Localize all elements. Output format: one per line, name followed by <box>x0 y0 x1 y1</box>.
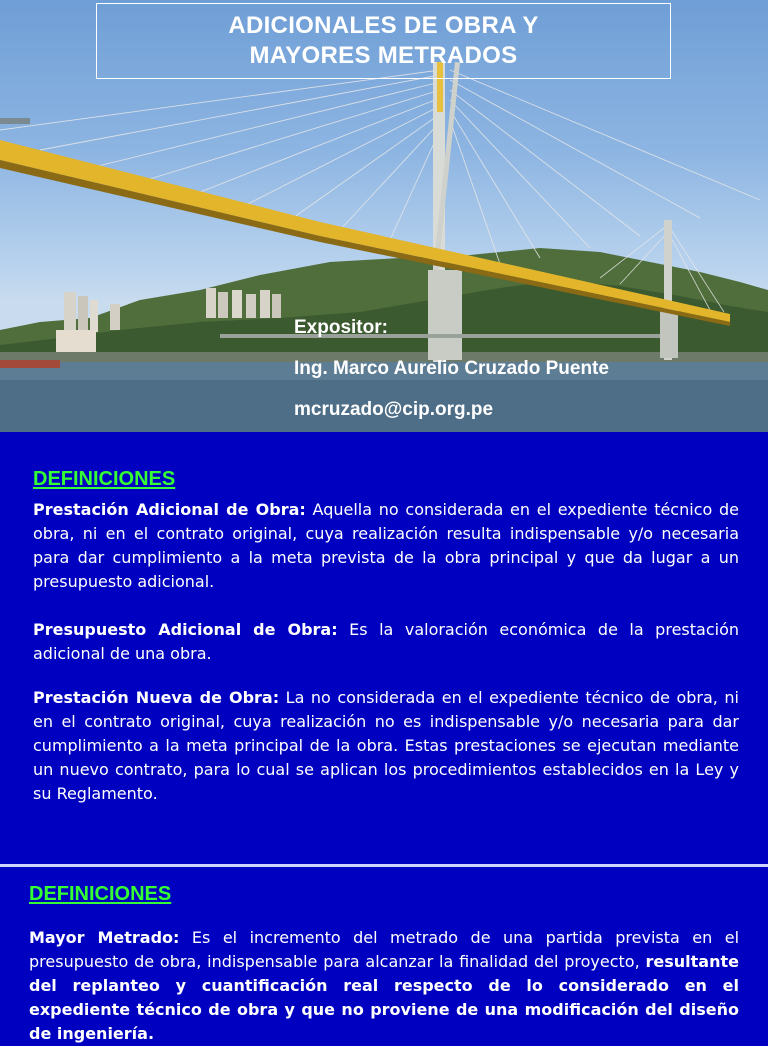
definition-paragraph <box>33 618 739 666</box>
presenter-email: mcruzado@cip.org.pe <box>294 399 494 420</box>
definition-term: Presupuesto Adicional de Obra: <box>33 620 338 639</box>
definition-term: Prestación Adicional de Obra: <box>33 500 306 519</box>
section-heading: DEFINICIONES <box>29 883 172 905</box>
definition-paragraph <box>33 498 739 594</box>
definition-text: La no considerada en el expediente técnico de obra, ni en el contrato original, cuya realización no es indispensable y/o necesaria para dar cumplimiento a la meta principal de la obra. Estas prestaciones se ejecutan mediante un nuevo contrato, para lo cual se aplican los procedimientos establecidos en la Ley y su Reglamento. <box>33 688 740 803</box>
definition-strong-text: resultante del replanteo y cuantificación real respecto de lo considerado en el expediente técnico de obra y que no proviene de una modificación del diseño de ingeniería. <box>29 952 739 1043</box>
cover-slide <box>0 0 768 432</box>
definition-paragraph <box>29 926 739 1046</box>
definition-term: Mayor Metrado: <box>29 928 180 947</box>
title-box <box>96 3 671 79</box>
presenter-block <box>294 317 609 440</box>
section-heading: DEFINICIONES <box>33 468 176 490</box>
definition-text: Es el incremento del metrado de una partida prevista en el presupuesto de obra, indispensable para alcanzar la finalidad del proyecto, <box>29 928 740 971</box>
definition-term: Prestación Nueva de Obra: <box>33 688 280 707</box>
definition-paragraph <box>33 686 739 806</box>
definition-text: Aquella no considerada en el expediente técnico de obra, ni en el contrato original, cuya realización resulta indispensable y/o necesaria para dar cumplimiento a la meta prevista de la obra principal y que da lugar a un presupuesto adicional. <box>33 500 740 591</box>
title-line-2: MAYORES METRADOS <box>249 42 518 69</box>
definition-text: Es la valoración económica de la prestación adicional de una obra. <box>33 620 739 663</box>
presenter-name: Ing. Marco Aurelio Cruzado Puente <box>294 358 609 379</box>
definitions-slide-1 <box>0 432 768 864</box>
definitions-slide-2 <box>0 867 768 1043</box>
presenter-label: Expositor: <box>294 317 388 338</box>
title-line-1: ADICIONALES DE OBRA Y <box>228 12 539 39</box>
